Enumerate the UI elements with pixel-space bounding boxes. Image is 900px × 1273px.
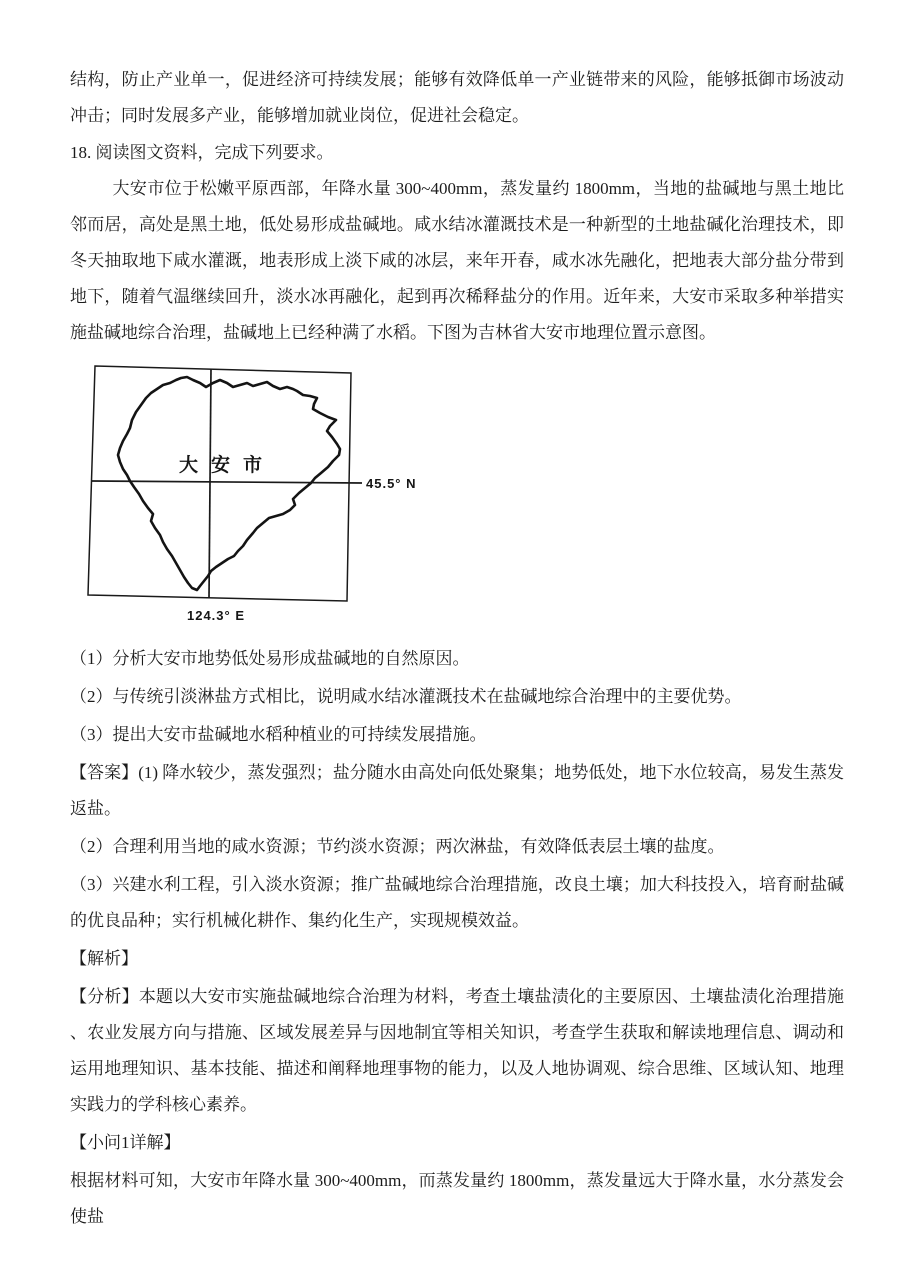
material-paragraph: 大安市位于松嫩平原西部，年降水量 300~400mm，蒸发量约 1800mm，当地的盐碱地与黑土地比邻而居，高处是黑土地，低处易形成盐碱地。咸水结冰灌溉技术是一种新型的土地盐碱化治理技术，即冬天抽取地下咸水灌溉，地表形成上淡下咸的冰层，来年开春，咸水冰先融化，把地表大部分盐分带到地下，随着气温继续回升，淡水冰再融化，起到再次稀释盐分的作用。近年来，大安市采取多种举措实施盐碱地综合治理，盐碱地上已经种满了水稻。下图为吉林省大安市地理位置示意图。 <box>70 179 844 342</box>
answer-paragraph-2: （2）合理利用当地的咸水资源；节约淡水资源；两次淋盐，有效降低表层土壤的盐度。 <box>70 837 725 856</box>
explanation-label: 【解析】 <box>70 949 138 968</box>
longitude-label: 124.3° E <box>186 608 246 623</box>
subquestion-1-detail: 根据材料可知，大安市年降水量 300~400mm，而蒸发量约 1800mm，蒸发量远大于降水量，水分蒸发会使盐 <box>70 1171 844 1226</box>
question-3: （3）提出大安市盐碱地水稻种植业的可持续发展措施。 <box>70 725 487 744</box>
answer-paragraph-3: （3）兴建水利工程，引入淡水资源；推广盐碱地综合治理措施，改良土壤；加大科技投入，培育耐盐碱的优良品种；实行机械化耕作、集约化生产，实现规模效益。 <box>70 875 844 930</box>
question-1: （1）分析大安市地势低处易形成盐碱地的自然原因。 <box>70 649 470 668</box>
subquestion-1-label: 【小问1详解】 <box>70 1133 181 1152</box>
analysis-paragraph: 【分析】本题以大安市实施盐碱地综合治理为材料，考查土壤盐渍化的主要原因、土壤盐渍化治理措施 、农业发展方向与措施、区域发展差异与因地制宜等相关知识，考查学生获取和解读地理信息、调动和运用地理知识、基本技能、描述和阐释地理事物的能力，以及人地协调观、综合思维、区域认知、地理实践力的学科核心素养。 <box>70 987 844 1114</box>
question-18-heading: 18. 阅读图文资料，完成下列要求。 <box>70 143 334 162</box>
region-outline <box>118 377 340 590</box>
map-figure <box>75 359 844 629</box>
paragraph-continuation: 结构，防止产业单一，促进经济可持续发展；能够有效降低单一产业链带来的风险，能够抵御市场波动冲击；同时发展多产业，能够增加就业岗位，促进社会稳定。 <box>70 70 844 125</box>
daan-city-map <box>75 359 419 627</box>
latitude-label: 45.5° N <box>366 476 417 491</box>
answer-1-text: (1) 降水较少，蒸发强烈；盐分随水由高处向低处聚集；地势低处，地下水位较高，易发生蒸发返盐。 <box>70 763 845 818</box>
answer-label: 【答案】 <box>70 763 139 782</box>
answer-paragraph-1 <box>70 755 844 827</box>
region-label: 大安市 <box>178 455 276 476</box>
meridian-line <box>209 369 211 598</box>
question-2: （2）与传统引淡淋盐方式相比，说明咸水结冰灌溉技术在盐碱地综合治理中的主要优势。 <box>70 687 742 706</box>
